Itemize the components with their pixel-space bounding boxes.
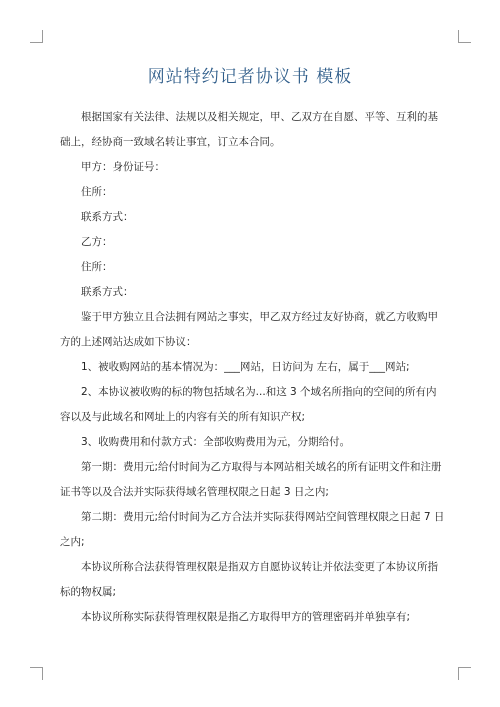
crop-mark-bottom-left: [30, 667, 43, 680]
paragraph: 联系方式：: [81, 286, 134, 298]
crop-mark-top-right: [458, 30, 471, 43]
paragraph: 乙方：: [81, 236, 113, 248]
paragraph: 3、收购费用和付款方式：全部收购费用为元，分期给付。: [81, 436, 351, 448]
paragraph: 住所：: [81, 261, 113, 273]
paragraph: 本协议所称实际获得管理权限是指乙方取得甲方的管理密码并单独享有;: [81, 611, 411, 623]
document-title: 网站特约记者协议书 模板: [147, 67, 353, 87]
document-body: [60, 105, 445, 630]
paragraph: 甲方：身份证号：: [81, 161, 165, 173]
paragraph: 2、本协议被收购的标的物包括域名为...和这 3 个域名所指向的空间的所有内容以及与此域名和网址上的内容有关的所有知识产权;: [60, 386, 437, 423]
paragraph: 住所：: [81, 186, 113, 198]
paragraph: 第二期：费用元;给付时间为乙方合法并实际获得网站空间管理权限之日起 7 日之内;: [60, 511, 445, 548]
paragraph: 鉴于甲方独立且合法拥有网站之事实，甲乙双方经过友好协商，就乙方收购甲方的上述网站达成如下协议：: [60, 311, 438, 348]
paragraph: 第一期：费用元;给付时间为乙方取得与本网站相关域名的所有证明文件和注册证书等以及合法并实际获得域名管理权限之日起 3 日之内;: [60, 461, 442, 498]
paragraph: 根据国家有关法律、法规以及相关规定，甲、乙双方在自愿、平等、互利的基础上，经协商一致域名转让事宜，订立本合同。: [60, 111, 438, 148]
paragraph: 联系方式：: [81, 211, 134, 223]
crop-mark-top-left: [30, 30, 43, 43]
paragraph: 1、被收购网站的基本情况为：___网站，日访问为 左右，属于___网站;: [81, 361, 410, 373]
crop-mark-bottom-right: [458, 667, 471, 680]
paragraph: 本协议所称合法获得管理权限是指双方自愿协议转让并依法变更了本协议所指标的物权属;: [60, 561, 438, 598]
